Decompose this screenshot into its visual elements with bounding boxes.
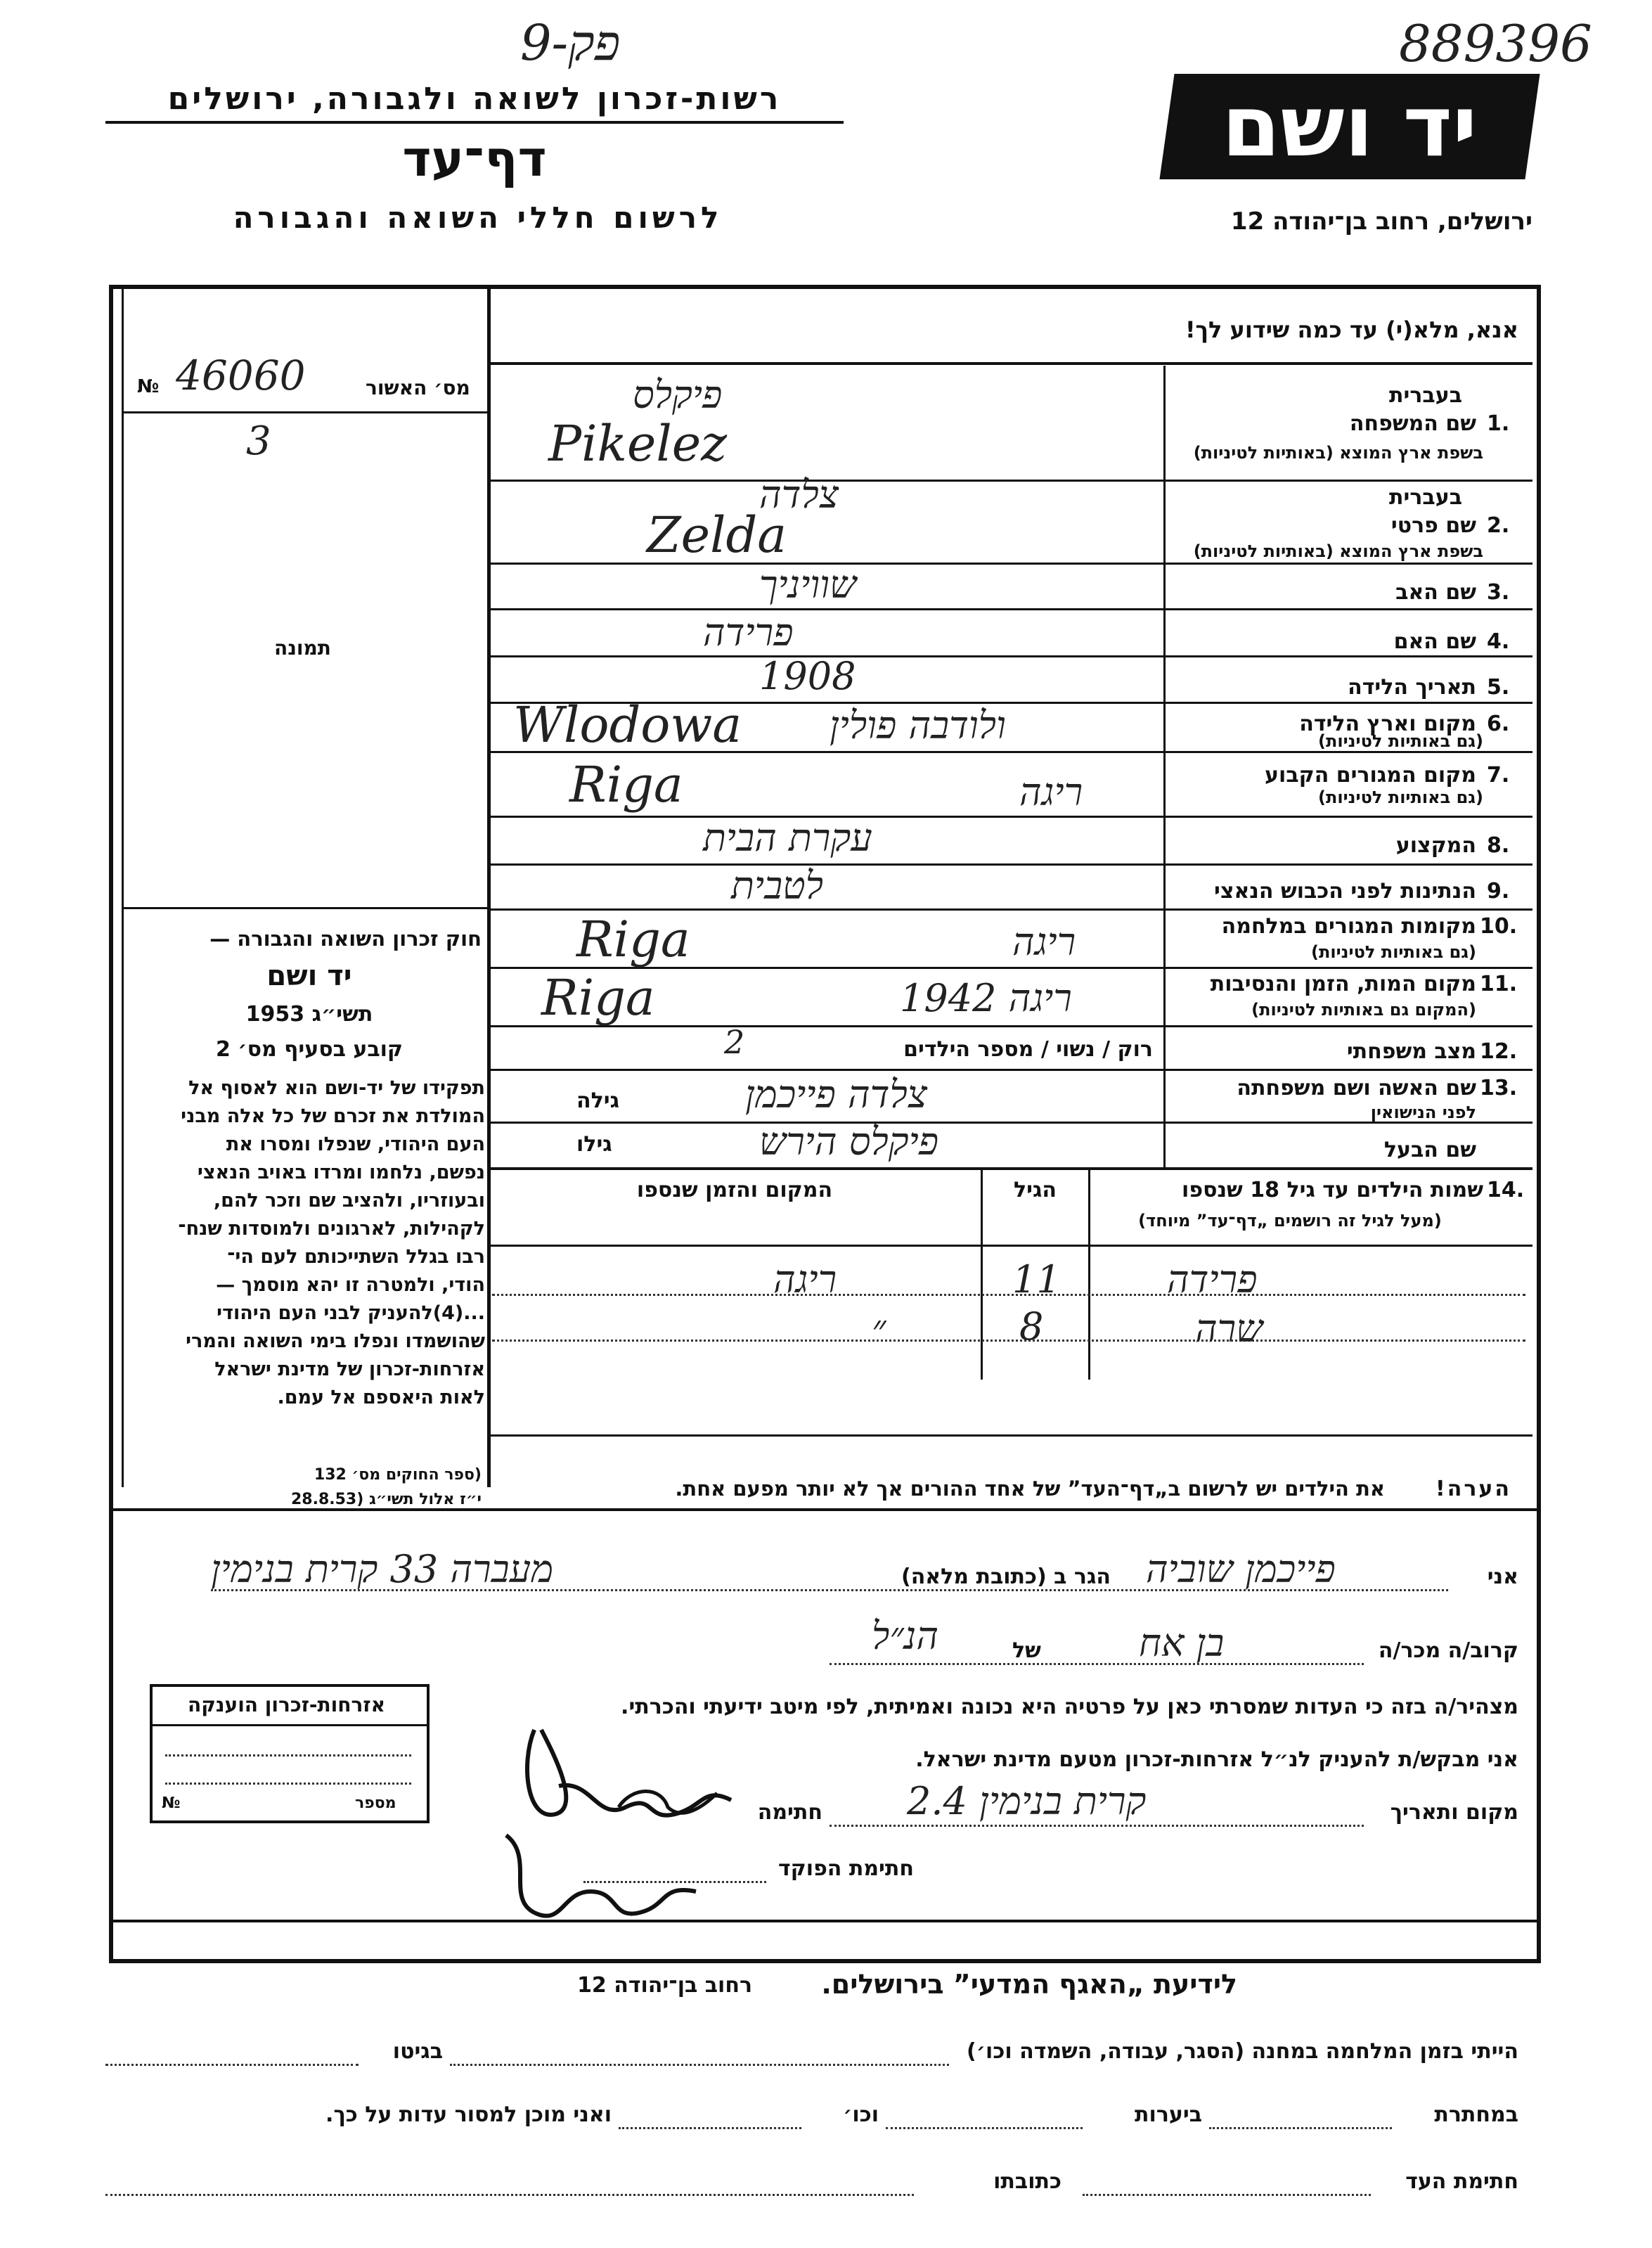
- field-6-hint: (גם באותיות לטיניות): [1318, 731, 1483, 751]
- witness-signature-line: [1083, 2194, 1371, 2196]
- relative-label: קרוב/ה מכר/ה: [1378, 1638, 1518, 1663]
- birthplace-latin-value: Wlodowa: [513, 696, 742, 754]
- etc-line: [619, 2127, 801, 2129]
- children-col-rule: [1088, 1169, 1090, 1380]
- law-text-line: לאות היאספם אל עמם.: [277, 1387, 485, 1408]
- residence-latin-value: Riga: [569, 756, 683, 814]
- children-header-rule: [491, 1245, 1532, 1247]
- nationality-value: לטבית: [731, 863, 823, 908]
- row-rule: [491, 816, 1532, 818]
- signature-label: חתימה: [757, 1800, 822, 1825]
- field-6-number: 6.: [1487, 712, 1510, 736]
- field-4-number: 4.: [1487, 629, 1510, 654]
- wife-age-label: גילה: [576, 1088, 619, 1113]
- marital-status-options: רוק / נשוי / מספר הילדים: [903, 1037, 1153, 1062]
- surname-latin-value: Pikelez: [548, 415, 728, 473]
- law-text-line: שהושמדו ונפלו בימי השואה והמרי: [186, 1330, 485, 1352]
- form-title: דף־עד: [402, 130, 547, 188]
- witness-address-line: [105, 2194, 914, 2196]
- place-date-value: קרית בנימין 2.4: [907, 1779, 1147, 1823]
- death-place-hebrew-value: ריגה 1942: [900, 976, 1072, 1020]
- header-rule: [105, 121, 844, 124]
- wartime-residence-latin-value: Riga: [576, 911, 690, 968]
- relative-line: [830, 1663, 1364, 1665]
- intro-text: אנא, מלא(י) עד כמה שידוע לך!: [1185, 316, 1518, 343]
- camp-line-label: הייתי בזמן המלחמה במחנה (הסגר, עבודה, השמדה וכו׳): [967, 2039, 1518, 2064]
- yad-vashem-logo: יד ושם: [1159, 74, 1540, 179]
- law-text-line: העם היהודי, שנפלו ומסרו את: [226, 1133, 485, 1155]
- row-rule: [491, 655, 1532, 657]
- forests-label: ביערות: [1135, 2102, 1202, 2127]
- children-place-header: המקום והזמן שנספו: [636, 1178, 833, 1202]
- child-2-place: ״: [872, 1306, 886, 1351]
- registration-rule: [123, 411, 489, 413]
- law-reference-1: (ספר החוקים מס׳ 132: [314, 1466, 482, 1484]
- children-count-value: 2: [724, 1023, 745, 1061]
- officer-signature: [492, 1828, 773, 1934]
- law-text-line: הודי, ולמטרה זו יהא מוסמך —: [216, 1274, 485, 1296]
- scientific-dept-address: רחוב בן־יהודה 12: [577, 1973, 752, 1998]
- cert-line: [165, 1783, 411, 1785]
- cert-number-label: מספר: [355, 1794, 396, 1812]
- place-date-line: [830, 1825, 1364, 1827]
- form-subtitle: לרשום חללי השואה והגבורה: [233, 200, 723, 235]
- field-10-hint: (גם באותיות לטיניות): [1311, 942, 1476, 962]
- registration-number-mark: №: [137, 376, 160, 397]
- child-1-name: פרידה: [1167, 1257, 1258, 1302]
- field-7-number: 7.: [1487, 763, 1510, 788]
- scientific-dept-title: לידיעת „האגף המדעי” בירושלים.: [821, 1969, 1237, 2000]
- registration-number-value: 46060: [176, 352, 306, 399]
- row-rule: [491, 1069, 1532, 1071]
- children-names-header: שמות הילדים עד גיל 18 שנספו: [1182, 1178, 1483, 1202]
- field-4-label: שם האם: [1393, 629, 1476, 654]
- first-name-latin-value: Zelda: [647, 506, 787, 564]
- residence-hebrew-value: ריגה: [1019, 770, 1083, 814]
- law-box-rule: [123, 907, 489, 909]
- intro-rule: [491, 362, 1532, 365]
- field-8-number: 8.: [1487, 833, 1510, 858]
- note-rule: [109, 1508, 1537, 1511]
- field-11-label: מקום המות, הזמן והנסיבות: [1210, 972, 1476, 996]
- death-place-latin-value: Riga: [541, 969, 655, 1027]
- law-reference-2: י״ז אלול תשי״ג (28.8.53: [290, 1491, 482, 1508]
- declarant-address-value: מעברה 33 קרית בנימין: [211, 1547, 554, 1591]
- declarant-name-value: פייכמן שוביה: [1146, 1547, 1336, 1591]
- law-name: יד ושם: [266, 960, 352, 992]
- field-2-number: 2.: [1487, 513, 1510, 538]
- field-3-label: שם האב: [1395, 580, 1476, 605]
- children-names-hint: (מעל לגיל זה רושמים „דף־עד” מיוחד): [1138, 1211, 1442, 1231]
- field-2-hebrew-label: בעברית: [1389, 485, 1462, 510]
- witness-address-label: כתובתו: [993, 2169, 1061, 2194]
- witness-signature-label: חתימת העד: [1405, 2169, 1518, 2194]
- field-2-hint: בשפת ארץ המוצא (באותיות לטיניות): [1193, 541, 1483, 561]
- field-5-number: 5.: [1487, 675, 1510, 700]
- cert-number-mark: №: [162, 1794, 181, 1812]
- field-10-label: מקומות המגורים במלחמה: [1221, 914, 1476, 939]
- authority-name: רשות-זכרון לשואה ולגבורה, ירושלים: [167, 81, 782, 117]
- relation-value: בן אח: [1139, 1621, 1225, 1665]
- law-text-line: ובעוזריו, ולהציב שם וזכר להם,: [213, 1190, 485, 1212]
- birthplace-hebrew-value: ולודבה פולין: [830, 703, 1006, 747]
- children-row-line: [492, 1294, 1525, 1296]
- field-5-label: תאריך הלידה: [1348, 675, 1476, 700]
- field-13-label: שם האשה ושם משפחתה: [1237, 1076, 1476, 1100]
- field-3-number: 3.: [1487, 580, 1510, 605]
- field-12-label: מצב משפחתי: [1346, 1039, 1476, 1064]
- law-text-line: נפשם, נלחמו ומרדו באויב הנאצי: [197, 1162, 485, 1183]
- cert-title-rule: [150, 1724, 427, 1726]
- field-11-hint: (המקום גם באותיות לטיניות): [1251, 1000, 1476, 1020]
- first-name-hebrew-value: צלדה: [759, 473, 839, 517]
- law-text-line: המולדת את זכרם של כל אלה מבני: [181, 1105, 485, 1127]
- handwritten-file-mark: פק-9: [520, 14, 621, 72]
- children-age-header: הגיל: [1014, 1178, 1057, 1202]
- field-2-label: שם פרטי: [1390, 513, 1476, 538]
- declarant-bottom-rule: [109, 1920, 1537, 1922]
- law-clause: קובע בסעיף מס׳ 2: [215, 1037, 404, 1062]
- field-9-number: 9.: [1487, 879, 1510, 904]
- child-1-place: ריגה: [773, 1257, 837, 1302]
- photo-label: תמונה: [274, 636, 331, 660]
- field-11-number: 11.: [1480, 972, 1518, 996]
- testimony-offer-text: ואני מוכן למסור עדות על כך.: [325, 2102, 612, 2127]
- row-rule: [491, 863, 1532, 866]
- field-9-label: הנתינות לפני הכבוש הנאצי: [1214, 879, 1476, 904]
- field-7-hint: (גם באותיות לטיניות): [1318, 788, 1483, 807]
- sidebar-divider: [487, 285, 491, 1487]
- registration-sub-value: 3: [246, 418, 271, 464]
- underground-line: [1209, 2127, 1392, 2129]
- children-col-rule: [981, 1169, 983, 1380]
- frame-inner-left: [122, 285, 124, 1487]
- law-text-line: אזרחות-זכרון של מדינת ישראל: [214, 1359, 485, 1380]
- place-date-label: מקום ותאריך: [1390, 1800, 1518, 1825]
- cert-line: [165, 1754, 411, 1756]
- field-1-label: שם המשפחה: [1349, 411, 1476, 436]
- label-column-divider: [1163, 366, 1166, 1167]
- child-2-age: 8: [1019, 1304, 1044, 1349]
- wartime-residence-hebrew-value: ריגה: [1012, 920, 1076, 964]
- law-text-line: ...(4)להעניק לבני העם היהודי: [217, 1302, 485, 1324]
- child-1-age: 11: [1012, 1257, 1061, 1302]
- wife-name-value: צלדה פייכמן: [745, 1072, 928, 1117]
- surname-hebrew-value: פיקלס: [633, 373, 723, 417]
- forests-line: [886, 2127, 1083, 2129]
- declarant-line: [211, 1589, 1448, 1591]
- law-text-line: רבו בגלל השתייכותם לעם הי־: [227, 1246, 485, 1268]
- law-title: חוק זכרון השואה והגבורה —: [209, 927, 482, 951]
- institution-address: ירושלים, רחוב בן־יהודה 12: [1230, 207, 1532, 236]
- husband-age-label: גילו: [576, 1132, 612, 1157]
- child-2-name: שרה: [1195, 1306, 1263, 1351]
- field-12-number: 12.: [1480, 1039, 1518, 1064]
- underground-label: במחתרת: [1434, 2102, 1518, 2127]
- camp-line: [450, 2064, 949, 2066]
- of-label: של: [1012, 1638, 1041, 1663]
- father-name-value: שוויניך: [759, 563, 857, 607]
- note-text: את הילדים יש לרשום ב„דף־העד” של אחד ההורים אך לא יותר מפעם אחת.: [675, 1477, 1385, 1501]
- husband-name-value: פיקלס הירש: [759, 1119, 939, 1164]
- registration-number-label: מס׳ האשור: [366, 376, 470, 399]
- officer-signature-label: חתימת הפוקד: [778, 1856, 914, 1881]
- note-label: הערה!: [1435, 1477, 1511, 1501]
- field-1-number: 1.: [1487, 411, 1510, 436]
- children-bottom-rule: [491, 1434, 1532, 1437]
- of-value: הנ״ל: [872, 1614, 938, 1658]
- declarant-i-label: אני: [1487, 1565, 1518, 1589]
- row-rule: [491, 480, 1532, 482]
- ghetto-line: [105, 2064, 359, 2066]
- field-13-hint: לפני הנישואין: [1370, 1103, 1476, 1122]
- law-year: תשי״ג 1953: [245, 1002, 373, 1027]
- memorial-citizenship-title: אזרחות-זכרון הוענקה: [188, 1693, 385, 1716]
- birth-date-value: 1908: [759, 654, 856, 698]
- law-text-line: לקהילות, לארגונים ולמוסדות שנח־: [178, 1218, 485, 1240]
- law-text: [134, 1074, 485, 1412]
- mother-name-value: פרידה: [703, 610, 794, 655]
- archive-number: 889396: [1399, 14, 1592, 73]
- occupation-value: עקרת הבית: [703, 816, 872, 860]
- field-14-number: 14.: [1487, 1178, 1525, 1202]
- field-1-hebrew-label: בעברית: [1389, 383, 1462, 408]
- field-8-label: המקצוע: [1395, 833, 1476, 858]
- row-rule: [491, 1167, 1532, 1170]
- husband-name-label: שם הבעל: [1383, 1138, 1476, 1162]
- children-row-line: [492, 1340, 1525, 1342]
- etc-label: וכו׳: [843, 2102, 879, 2127]
- declaration-text: מצהיר/ה בזה כי העדות שמסרתי כאן על פרטיה היא נכונה ואמיתית, לפי מיטב ידיעתי והכרתי.: [621, 1695, 1518, 1719]
- row-rule: [491, 608, 1532, 610]
- field-13-number: 13.: [1480, 1076, 1518, 1100]
- ghetto-label: בגיטו: [392, 2039, 443, 2064]
- field-1-hint: בשפת ארץ המוצא (באותיות לטיניות): [1193, 443, 1483, 463]
- field-10-number: 10.: [1480, 914, 1518, 939]
- declarant-address-label: הגר ב (כתובת מלאה): [901, 1565, 1111, 1589]
- field-6-label: מקום וארץ הלידה: [1299, 712, 1476, 736]
- field-7-label: מקום המגורים הקבוע: [1265, 763, 1476, 788]
- request-text: אני מבקש/ת להעניק לנ״ל אזרחות-זכרון מטעם מדינת ישראל.: [915, 1747, 1518, 1772]
- law-text-line: תפקידו של יד-ושם הוא לאסוף אל: [188, 1077, 485, 1099]
